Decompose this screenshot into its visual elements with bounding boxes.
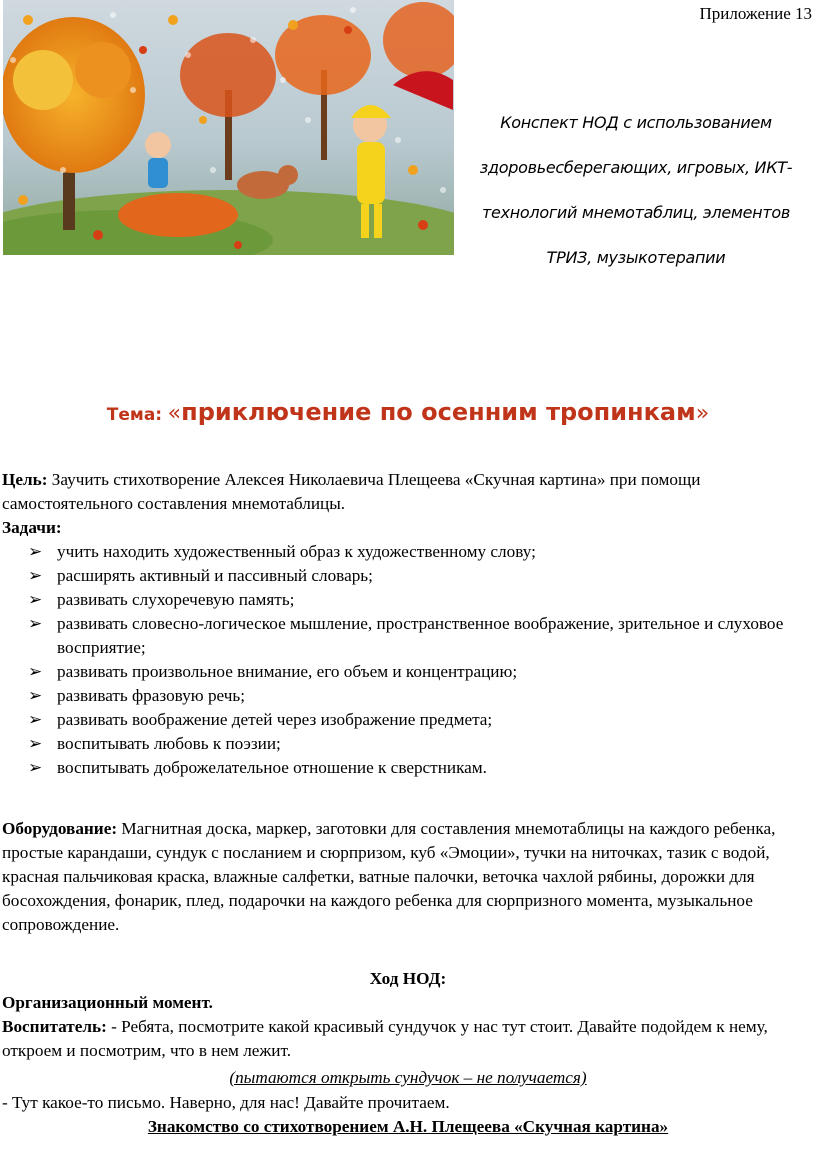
tasks-label: Задачи:: [2, 518, 62, 537]
equipment-label: Оборудование:: [2, 819, 118, 838]
task-text: развивать словесно-логическое мышление, пространственное воображение, зрительное и слуховое восприятие;: [57, 614, 784, 657]
task-text: расширять активный и пассивный словарь;: [57, 566, 373, 585]
list-item: [2, 588, 814, 612]
theme-open-quote: «: [167, 401, 182, 426]
autumn-scene-image: [3, 0, 454, 255]
teacher-text: - Ребята, посмотрите какой красивый сундучок у нас тут стоит. Давайте подойдем к нему, откроем и посмотрим, что в нем лежит.: [2, 1017, 768, 1060]
equipment-paragraph: [2, 817, 814, 937]
task-text: учить находить художественный образ к художественному слову;: [57, 542, 536, 561]
teacher-label: Воспитатель:: [2, 1017, 107, 1036]
theme-close-quote: »: [695, 401, 710, 426]
task-text: развивать воображение детей через изображение предмета;: [57, 710, 493, 729]
list-item: [2, 564, 814, 588]
list-item: [2, 684, 814, 708]
subtitle-line: Конспект НОД с использованием: [500, 113, 772, 132]
course-heading: Ход НОД:: [369, 969, 447, 988]
task-text: развивать слухоречевую память;: [57, 590, 295, 609]
list-item: [2, 708, 814, 732]
task-text: воспитывать любовь к поэзии;: [57, 734, 281, 753]
list-item: [2, 756, 814, 780]
theme-label: Тема:: [106, 405, 163, 425]
acquaintance-heading: Знакомство со стихотворением А.Н. Плещеева «Скучная картина»: [147, 1117, 669, 1136]
lesson-theme: [0, 398, 816, 426]
arrow-bullet-icon: ➢: [28, 590, 43, 609]
letter-line: - Тут какое-то письмо. Наверно, для нас! Давайте прочитаем.: [2, 1093, 450, 1112]
subtitle-line: технологий мнемотаблиц, элементов: [482, 203, 790, 222]
arrow-bullet-icon: ➢: [28, 734, 43, 753]
task-text: развивать произвольное внимание, его объем и концентрацию;: [57, 662, 518, 681]
arrow-bullet-icon: ➢: [28, 566, 43, 585]
list-item: [2, 660, 814, 684]
list-item: [2, 540, 814, 564]
goal-text: Заучить стихотворение Алексея Николаевича Плещеева «Скучная картина» при помощи самостоятельного составления мнемотаблицы.: [2, 470, 701, 513]
arrow-bullet-icon: ➢: [28, 686, 43, 705]
appendix-number: Приложение 13: [699, 4, 812, 23]
goal-label: Цель:: [2, 470, 48, 489]
arrow-bullet-icon: ➢: [28, 662, 43, 681]
arrow-bullet-icon: ➢: [28, 758, 43, 777]
subtitle-line: здоровьесберегающих, игровых, ИКТ-: [479, 158, 793, 177]
arrow-bullet-icon: ➢: [28, 614, 43, 633]
org-moment-heading: Организационный момент.: [2, 993, 213, 1012]
lesson-subtitle: [462, 100, 810, 280]
list-item: [2, 612, 814, 660]
remark-line: (пытаются открыть сундучок – не получается): [229, 1068, 587, 1087]
theme-title: приключение по осенним тропинкам: [181, 398, 696, 426]
arrow-bullet-icon: ➢: [28, 542, 43, 561]
list-item: [2, 732, 814, 756]
subtitle-line: ТРИЗ, музыкотерапии: [546, 248, 726, 267]
tasks-section: [2, 516, 814, 780]
goal-paragraph: [2, 468, 814, 516]
arrow-bullet-icon: ➢: [28, 710, 43, 729]
tasks-list: [2, 540, 814, 780]
task-text: воспитывать доброжелательное отношение к сверстникам.: [57, 758, 487, 777]
equipment-text: Магнитная доска, маркер, заготовки для составления мнемотаблицы на каждого ребенка, простые карандаши, сундук с посланием и сюрпризом, куб «Эмоции», тучки на ниточках, тазик с водой, красная пальчиковая краска, влажные салфетки, ватные палочки, веточка чахлой рябины, дорожки для босохождения, фонарик, плед, подарочки на каждого ребенка для сюрпризного момента, музыкальное сопровождение.: [2, 819, 776, 934]
task-text: развивать фразовую речь;: [57, 686, 245, 705]
teacher-paragraph: [2, 1015, 814, 1063]
autumn-illustration: [3, 0, 454, 255]
